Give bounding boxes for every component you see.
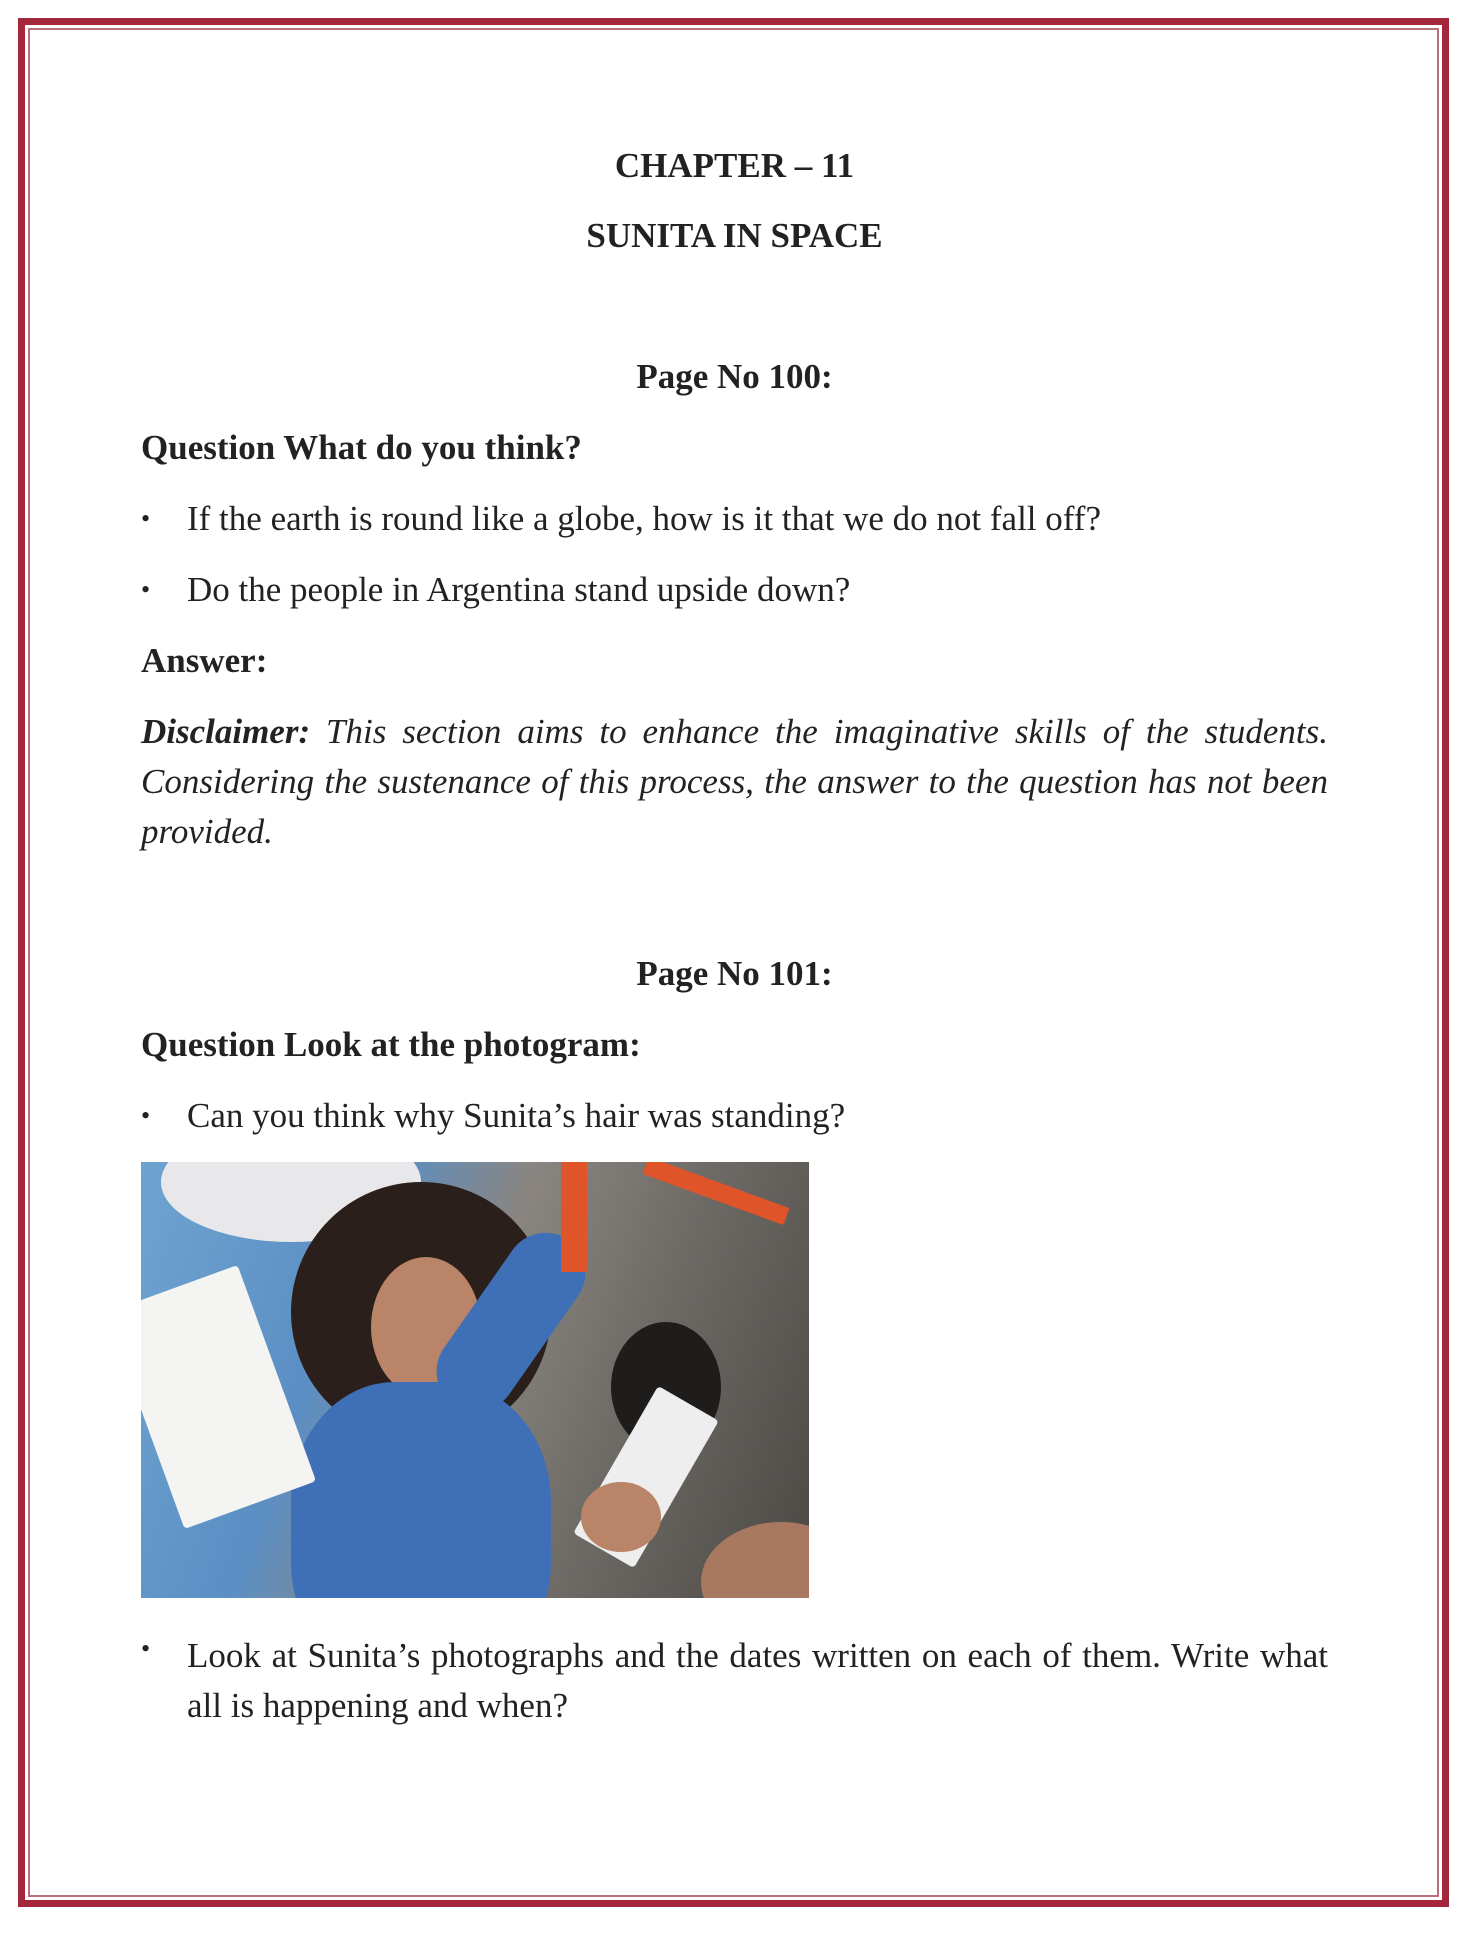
page-heading-101: Page No 101: — [636, 954, 833, 993]
question-heading: Question What do you think? — [141, 428, 582, 467]
question-heading: Question Look at the photogram: — [141, 1025, 641, 1064]
disclaimer-label: Disclaimer: — [141, 712, 311, 751]
list-item: • Look at Sunita’s photographs and the dates written on each of them. Write what all is happening and when? — [141, 1634, 1328, 1725]
page-heading-100: Page No 100: — [636, 357, 833, 396]
sunita-photo — [141, 1162, 809, 1598]
answer-label: Answer: — [141, 641, 268, 680]
chapter-title: SUNITA IN SPACE — [586, 216, 883, 255]
disclaimer-paragraph: Disclaimer: This section aims to enhance the imaginative skills of the students. Considering the sustenance of this process, the answer to the question has not been provided. — [141, 712, 1328, 851]
chapter-number: CHAPTER – 11 — [614, 146, 855, 185]
